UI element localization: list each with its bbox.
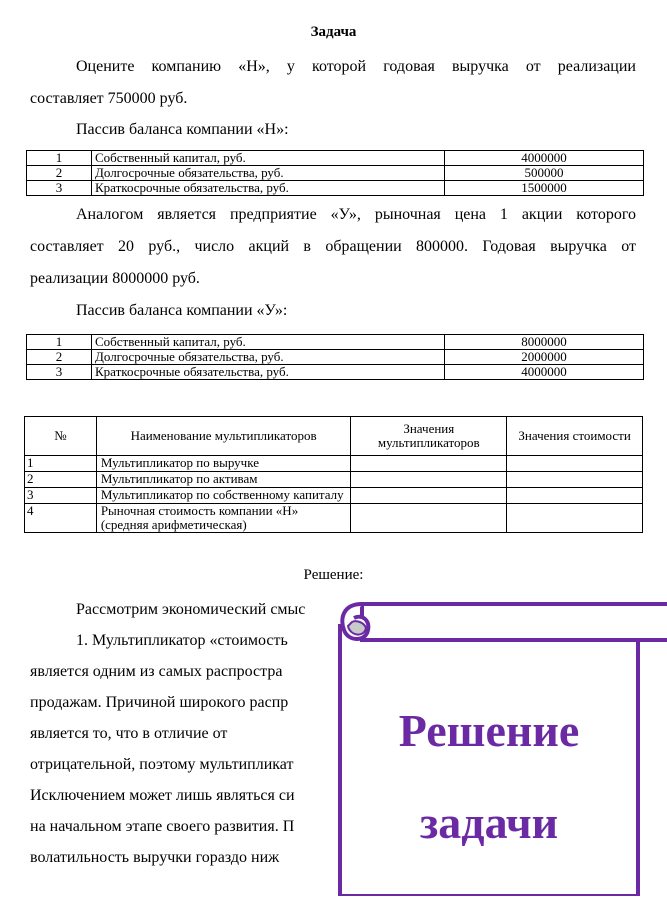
table-row	[27, 350, 644, 365]
col-header-name: Наименование мультипликаторов	[96, 417, 351, 456]
row-name: Рыночная стоимость компании «Н» (средняя арифметическая)	[96, 504, 351, 533]
body-line: на начальном этапе своего развития. П	[30, 818, 295, 835]
body-line: Рассмотрим экономический смыс	[76, 601, 306, 618]
body-line: отрицательной, поэтому мультипликат	[30, 756, 294, 773]
table-row	[27, 335, 644, 350]
body-line: волатильность выручки гораздо ниж	[30, 849, 280, 866]
table-row	[25, 472, 643, 488]
row-name: Долгосрочные обязательства, руб.	[92, 350, 445, 365]
h-balance-title: Пассив баланса компании «Н»:	[76, 121, 289, 138]
row-name: Краткосрочные обязательства, руб.	[92, 365, 445, 380]
row-name: Собственный капитал, руб.	[92, 151, 445, 166]
solution-scroll-banner	[334, 596, 667, 896]
table-row	[27, 166, 644, 181]
body-line: является то, что в отличие от	[30, 725, 228, 742]
analog-line-2: составляет 20 руб., число акций в обращении 800000. Годовая выручка от	[30, 238, 636, 255]
u-balance-title: Пассив баланса компании «У»:	[76, 302, 288, 319]
row-name: Краткосрочные обязательства, руб.	[92, 181, 445, 196]
row-value: 4000000	[445, 365, 644, 380]
row-cost-value	[507, 472, 643, 488]
col-header-number: №	[25, 417, 97, 456]
row-number: 1	[25, 456, 97, 472]
table-row	[27, 181, 644, 196]
row-mult-value	[351, 504, 507, 533]
row-cost-value	[507, 488, 643, 504]
body-line: является одним из самых распростра	[30, 663, 283, 680]
col-header-mult-values: Значения мультипликаторов	[351, 417, 507, 456]
body-line: Исключением может лишь являться си	[30, 787, 295, 804]
row-name: Мультипликатор по активам	[96, 472, 351, 488]
banner-line-1: Решение	[398, 705, 580, 756]
col-header-cost-values: Значения стоимости	[507, 417, 643, 456]
row-cost-value	[507, 456, 643, 472]
intro-line-2: составляет 750000 руб.	[30, 90, 188, 107]
h-balance-table	[26, 150, 644, 196]
solution-heading: Решение:	[303, 567, 364, 583]
analog-line-1: Аналогом является предприятие «У», рыночная цена 1 акции которого	[76, 206, 636, 223]
multipliers-table	[24, 416, 643, 533]
row-number: 2	[25, 472, 97, 488]
row-number: 1	[27, 335, 92, 350]
row-value: 1500000	[445, 181, 644, 196]
row-value: 2000000	[445, 350, 644, 365]
table-row	[25, 488, 643, 504]
table-row	[27, 365, 644, 380]
u-balance-table	[26, 334, 644, 380]
analog-line-3: реализации 8000000 руб.	[30, 270, 200, 287]
row-number: 3	[25, 488, 97, 504]
row-value: 500000	[445, 166, 644, 181]
row-number: 2	[27, 350, 92, 365]
row-value: 4000000	[445, 151, 644, 166]
row-number: 2	[27, 166, 92, 181]
table-row	[25, 504, 643, 533]
page-title: Задача	[310, 24, 357, 40]
row-mult-value	[351, 488, 507, 504]
table-row	[25, 456, 643, 472]
row-cost-value	[507, 504, 643, 533]
row-name: Долгосрочные обязательства, руб.	[92, 166, 445, 181]
table-header-row	[25, 417, 643, 456]
row-number: 3	[27, 365, 92, 380]
body-line: 1. Мультипликатор «стоимость	[76, 632, 288, 649]
row-mult-value	[351, 456, 507, 472]
banner-line-2: задачи	[419, 797, 559, 848]
row-number: 3	[27, 181, 92, 196]
table-row	[27, 151, 644, 166]
row-name: Собственный капитал, руб.	[92, 335, 445, 350]
row-number: 1	[27, 151, 92, 166]
row-name: Мультипликатор по собственному капиталу	[96, 488, 351, 504]
row-number: 4	[25, 504, 97, 533]
body-line: продажам. Причиной широкого распр	[30, 694, 289, 711]
row-name: Мультипликатор по выручке	[96, 456, 351, 472]
row-value: 8000000	[445, 335, 644, 350]
intro-line-1: Оцените компанию «Н», у которой годовая выручка от реализации	[76, 58, 636, 75]
row-mult-value	[351, 472, 507, 488]
